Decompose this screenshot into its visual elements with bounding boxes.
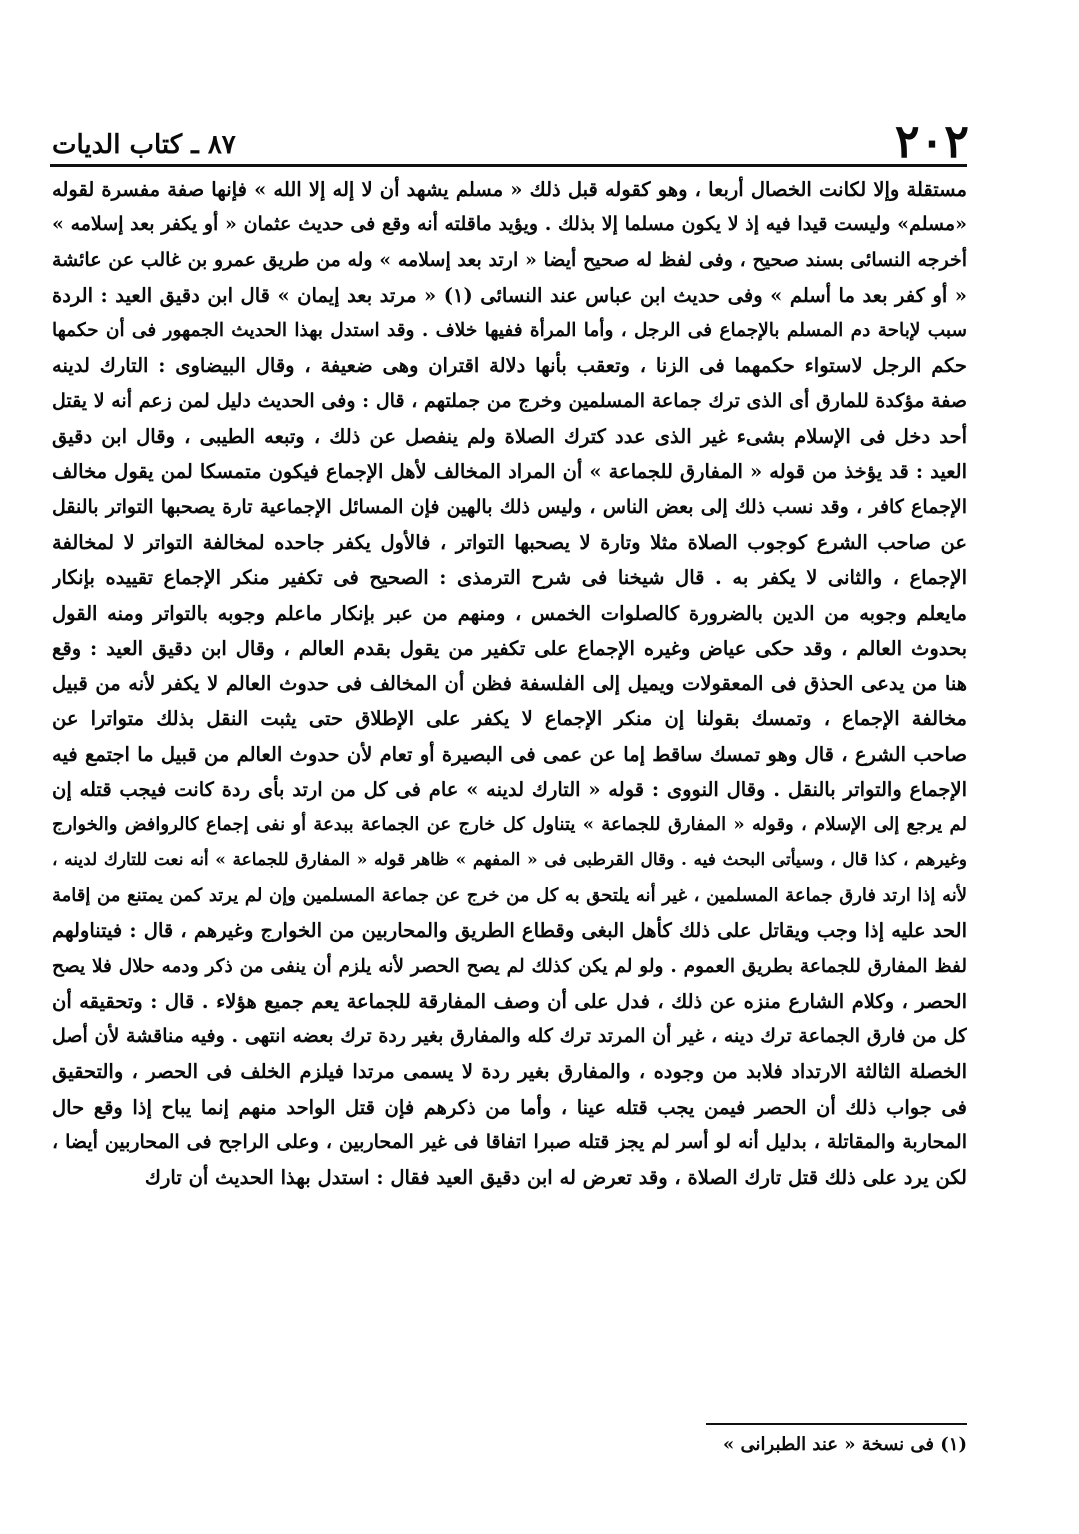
text-line: صاحب الشرع ، قال وهو تمسك ساقط إما عن عمى فى البصيرة أو تعام لأن حدوث العالم من قبيل ما اجتمع فيه — [52, 742, 967, 766]
text-line: فى جواب ذلك أن الحصر فيمن يجب قتله عينا ، وأما من ذكرهم فإن قتل الواحد منهم إنما يباح إذا وقع حال — [52, 1095, 967, 1119]
text-line: الإجماع كافر ، وقد نسب ذلك إلى بعض الناس ، وليس ذلك بالهين فإن المسائل الإجماعية تارة يصحبها التواتر بالنقل — [52, 495, 967, 518]
text-line: أخرجه النسائى بسند صحيح ، وفى لفظ له صحيح أيضا « ارتد بعد إسلامه » وله من طريق عمرو بن غالب عن عائشة — [52, 248, 967, 271]
body-text — [52, 172, 967, 1196]
text-line: لكن يرد على ذلك قتل تارك الصلاة ، وقد تعرض له ابن دقيق العيد فقال : استدل بهذا الحديث أن تارك — [144, 1166, 967, 1190]
footnote-rule — [706, 1423, 967, 1425]
text-line: الحصر ، وكلام الشارع منزه عن ذلك ، فدل على أن وصف المفارقة للجماعة يعم جميع هؤلاء . قال : وتحقيقه أن — [52, 989, 967, 1013]
text-line: العيد : قد يؤخذ من قوله « المفارق للجماعة » أن المراد المخالف لأهل الإجماع فيكون متمسكا لمن يقول مخالف — [52, 460, 967, 484]
text-line: الخصلة الثالثة الارتداد فلابد من وجوده ، والمفارق بغير ردة لا يسمى مرتدا فيلزم الخلف فى الحصر ، والتحقيق — [52, 1060, 967, 1084]
text-line: هنا من يدعى الحذق فى المعقولات ويميل إلى الفلسفة فظن أن المخالف فى حدوث العالم لا يكفر لأنه من قبيل — [52, 672, 967, 696]
text-line: مخالفة الإجماع ، وتمسك بقولنا إن منكر الإجماع لا يكفر على الإطلاق حتى يثبت النقل بذلك متواترا عن — [52, 707, 967, 731]
text-line: بحدوث العالم ، وقد حكى عياض وغيره الإجماع على تكفير من يقول بقدم العالم ، وقال ابن دقيق العيد : وقع — [52, 636, 967, 660]
text-line: «مسلم» وليست قيدا فيه إذ لا يكون مسلما إلا بذلك . ويؤيد ماقلته أنه وقع فى حديث عثمان « أو يكفر بعد إسلامه » — [52, 213, 967, 236]
text-line: عن صاحب الشرع كوجوب الصلاة مثلا وتارة لا يصحبها التواتر ، فالأول يكفر جاحده لمخالفة التواتر لا لمخالفة — [52, 530, 967, 554]
text-line: الإجماع والتواتر بالنقل . وقال النووى : قوله « التارك لدينه » عام فى كل من ارتد بأى ردة كانت فيجب قتله إن — [52, 778, 967, 802]
text-line: حكم الرجل لاستواء حكمهما فى الزنا ، وتعقب بأنها دلالة اقتران وهى ضعيفة ، وقال البيضاوى : التارك لدينه — [52, 354, 967, 378]
page-number: ٢٠٢ — [894, 114, 969, 168]
text-line: المحاربة والمقاتلة ، بدليل أنه لو أسر لم يجز قتله صبرا اتفاقا فى غير المحاربين ، وعلى الراجح فى المحاربين أيضا ، — [52, 1131, 967, 1154]
text-line: الإجماع ، والثانى لا يكفر به . قال شيخنا فى شرح الترمذى : الصحيح فى تكفير منكر الإجماع تقييده بإنكار — [52, 566, 967, 590]
text-line: « أو كفر بعد ما أسلم » وفى حديث ابن عباس عند النسائى (١) « مرتد بعد إيمان » قال ابن دقيق العيد : الردة — [52, 283, 967, 307]
text-line: صفة مؤكدة للمارق أى الذى ترك جماعة المسلمين وخرج من جملتهم ، قال : وفى الحديث دليل لمن زعم أنه لا يقتل — [52, 389, 967, 412]
page-header — [52, 112, 969, 168]
header-rule — [50, 164, 967, 167]
text-line: مستقلة وإلا لكانت الخصال أربعا ، وهو كقوله قبل ذلك « مسلم يشهد أن لا إله إلا الله » فإنها صفة مفسرة لقوله — [52, 178, 967, 201]
text-line: الحد عليه إذا وجب ويقاتل على ذلك كأهل البغى وقطاع الطريق والمحاربين من الخوارج وغيرهم ، قال : فيتناولهم — [52, 919, 967, 943]
text-line: وغيرهم ، كذا قال ، وسيأتى البحث فيه . وقال القرطبى فى « المفهم » ظاهر قوله « المفارق للجماعة » أنه نعت للتارك لدينه ، — [52, 849, 967, 870]
text-line: لم يرجع إلى الإسلام ، وقوله « المفارق للجماعة » يتناول كل خارج عن الجماعة ببدعة أو نفى إجماع كالروافض والخوارج — [52, 814, 967, 836]
text-line: لأنه إذا ارتد فارق جماعة المسلمين ، غير أنه يلتحق به كل من خرج عن جماعة المسلمين وإن لم يرتد كمن يمتنع من إقامة — [52, 884, 967, 906]
footnote: (١) فى نسخة « عند الطبرانى » — [722, 1434, 967, 1455]
running-title: ٨٧ ـ كتاب الديات — [52, 130, 236, 160]
text-line: مايعلم وجوبه من الدين بالضرورة كالصلوات الخمس ، ومنهم من عبر بإنكار ماعلم وجوبه بالتواتر ومنه القول — [52, 601, 967, 625]
text-line: لفظ المفارق للجماعة بطريق العموم . ولو لم يكن كذلك لم يصح الحصر لأنه يلزم أن ينفى من ذكر ودمه حلال فلا يصح — [52, 955, 967, 977]
text-line: كل من فارق الجماعة ترك دينه ، غير أن المرتد ترك كله والمفارق بغير ردة ترك بعضه انتهى . وفيه مناقشة لأن أصل — [52, 1025, 967, 1048]
text-line: أحد دخل فى الإسلام بشىء غير الذى عدد كترك الصلاة ولم ينفصل عن ذلك ، وتبعه الطيبى ، وقال ابن دقيق — [52, 425, 967, 449]
text-line: سبب لإباحة دم المسلم بالإجماع فى الرجل ، وأما المرأة ففيها خلاف . وقد استدل بهذا الحديث الجمهور فى أن حكمها — [52, 320, 967, 342]
